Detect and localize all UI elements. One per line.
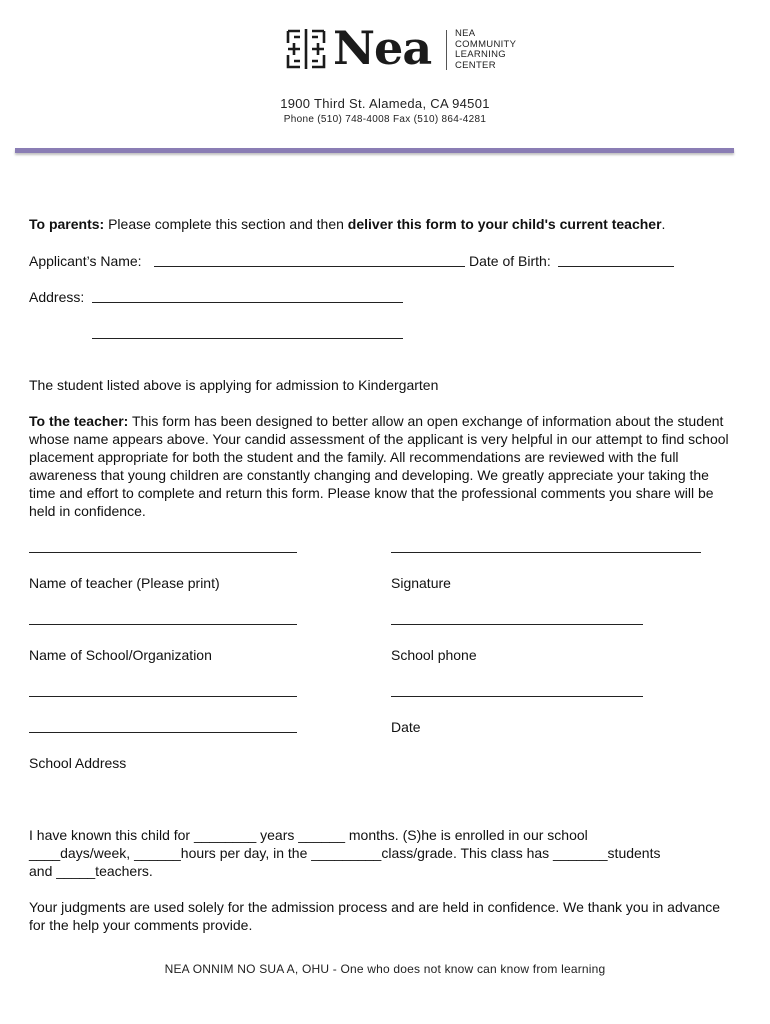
letterhead xyxy=(0,0,770,160)
parents-instructions: To parents: Please complete this section and then deliver this form to your child's current teacher. xyxy=(29,216,666,232)
teacher-name-field[interactable] xyxy=(29,552,297,553)
school-address-label: School Address xyxy=(29,755,127,771)
known-duration-line: I have known this child for ________ years ______ months. (S)he is enrolled in our school xyxy=(29,827,588,843)
logo-divider xyxy=(446,30,447,70)
school-name-label: Name of School/Organization xyxy=(29,647,212,663)
header-rule xyxy=(15,148,734,153)
contact-numbers: Phone (510) 748-4008 Fax (510) 864-4281 xyxy=(283,114,487,125)
teacher-name-label: Name of teacher (Please print) xyxy=(29,575,220,591)
adinkra-logo-icon xyxy=(286,27,326,71)
enrollment-details-line: ____days/week, ______hours per day, in the _________class/grade. This class has _______students xyxy=(29,845,661,861)
applicant-name-label: Applicant’s Name: xyxy=(29,253,142,269)
date-field[interactable] xyxy=(391,696,643,697)
closing-statement: Your judgments are used solely for the admission process and are held in confidence. We thank you in advance for the help your comments provide. xyxy=(29,899,721,933)
address-label: Address: xyxy=(29,289,85,305)
street-address: 1900 Third St. Alameda, CA 94501 xyxy=(280,96,490,111)
signature-label: Signature xyxy=(391,575,451,591)
school-address-field-line-1[interactable] xyxy=(29,696,297,697)
school-address-field-line-2[interactable] xyxy=(29,732,297,733)
applicant-name-field[interactable] xyxy=(154,266,465,267)
signature-field[interactable] xyxy=(391,552,701,553)
teachers-count-line: and _____teachers. xyxy=(29,863,153,879)
school-name-field[interactable] xyxy=(29,624,297,625)
address-field-line-2[interactable] xyxy=(92,338,403,339)
logo-tagline: NEA COMMUNITY LEARNING CENTER xyxy=(455,28,517,71)
teacher-instructions: To the teacher: This form has been designed to better allow an open exchange of information about the student whose name appears above. Your candid assessment of the applicant is very helpful in our attempt to find school placement appropriate for both the student and the family. All recommendations are reviewed with the full awareness that young children are constantly changing and developing. We greatly appreciate your taking the time and effort to complete and return this form. Please know that the professional comments you share will be held in confidence. xyxy=(29,413,729,519)
date-label: Date xyxy=(391,719,421,735)
footer-motto: NEA ONNIM NO SUA A, OHU - One who does not know can know from learning xyxy=(164,962,606,976)
logo-wordmark: Nea xyxy=(333,21,432,75)
applying-statement: The student listed above is applying for admission to Kindergarten xyxy=(29,377,439,393)
dob-label: Date of Birth: xyxy=(469,253,551,269)
address-field-line-1[interactable] xyxy=(92,302,403,303)
dob-field[interactable] xyxy=(558,266,674,267)
school-phone-field[interactable] xyxy=(391,624,643,625)
school-phone-label: School phone xyxy=(391,647,477,663)
